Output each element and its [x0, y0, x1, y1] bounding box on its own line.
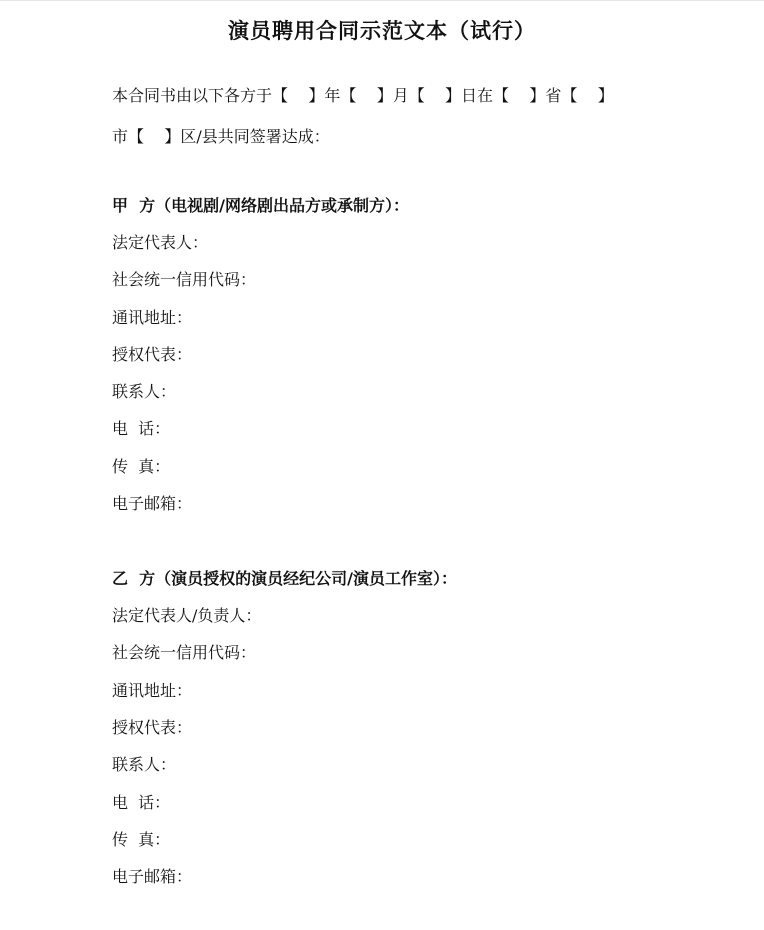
intro-line-1: 本合同书由以下各方于【 】年【 】月【 】日在【 】省【 】 [112, 86, 614, 105]
party-a-phone: 电 话： [112, 419, 171, 438]
party-a-authorized-rep: 授权代表： [112, 345, 193, 364]
party-a-address: 通讯地址： [112, 308, 193, 327]
document-title: 演员聘用合同示范文本（试行） [228, 18, 536, 43]
party-a-fax: 传 真： [112, 457, 171, 476]
party-a-legal-rep: 法定代表人： [112, 233, 209, 252]
party-b-address: 通讯地址： [112, 681, 193, 700]
party-a-contact: 联系人： [112, 382, 177, 401]
party-a-heading: 甲 方（电视剧/网络剧出品方或承制方）： [112, 196, 409, 215]
party-b-fax: 传 真： [112, 830, 171, 849]
party-a-credit-code: 社会统一信用代码： [112, 270, 257, 289]
party-b-heading: 乙 方（演员授权的演员经纪公司/演员工作室）： [112, 569, 457, 588]
party-b-authorized-rep: 授权代表： [112, 718, 193, 737]
intro-line-2: 市【 】区/县共同签署达成： [112, 127, 330, 146]
party-b-contact: 联系人： [112, 755, 177, 774]
party-a-email: 电子邮箱： [112, 494, 193, 513]
party-b-legal-rep: 法定代表人/负责人： [112, 606, 262, 625]
party-b-phone: 电 话： [112, 793, 171, 812]
party-b-credit-code: 社会统一信用代码： [112, 643, 257, 662]
party-b-email: 电子邮箱： [112, 867, 193, 886]
